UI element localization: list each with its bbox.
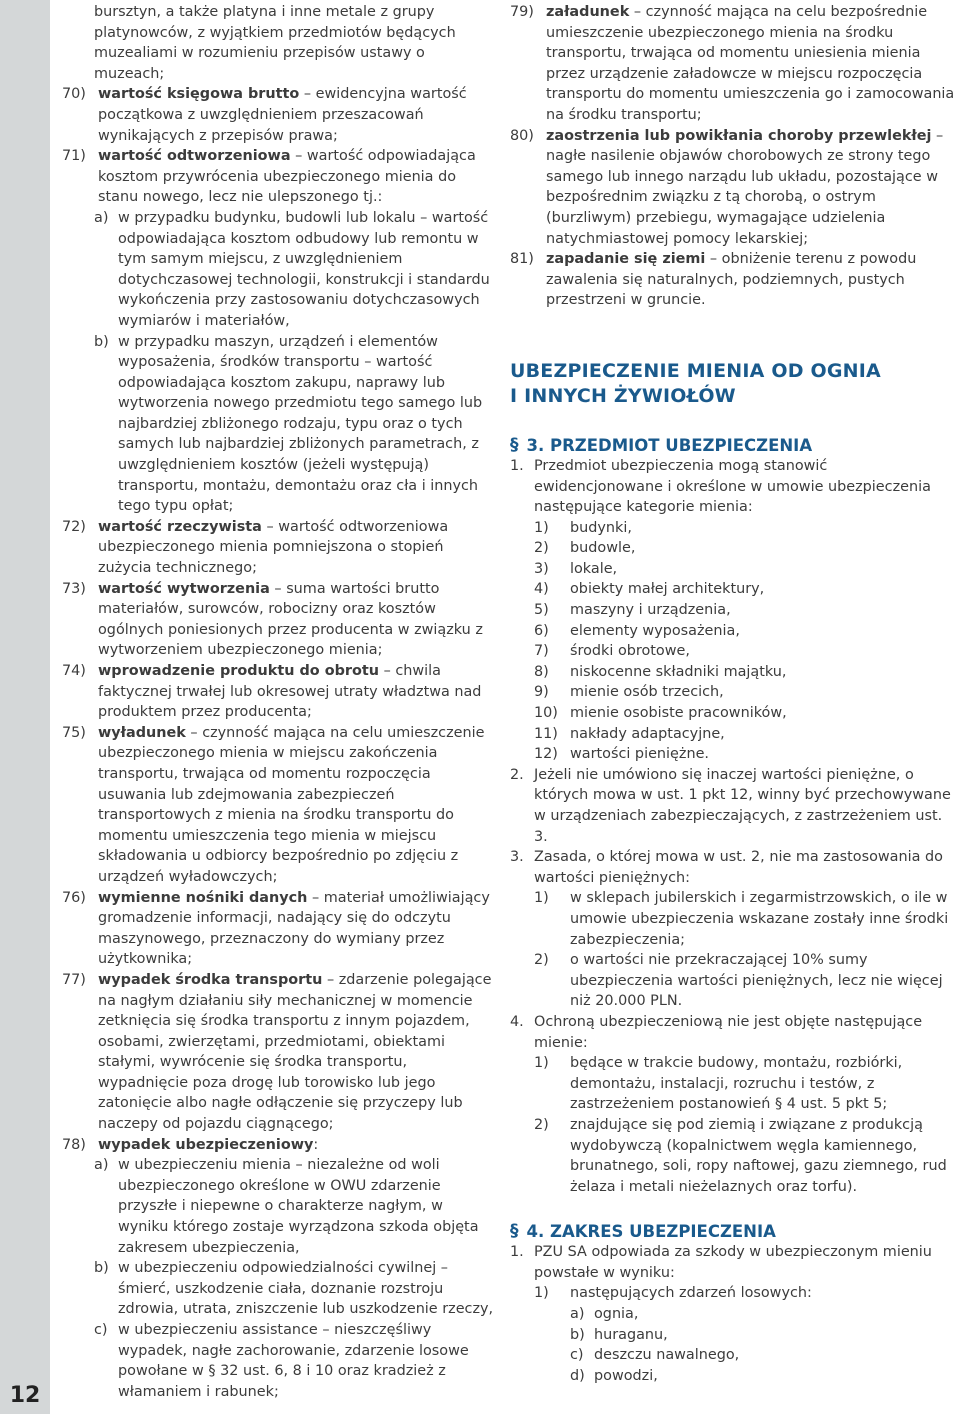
list-item: 2) o wartości nie przekraczającej 10% sumy ubezpieczenia wartości pieniężnych, lecz nie więcej niż 20.000 PLN.	[534, 952, 943, 1010]
definition-76: 76) wymienne nośniki danych – materiał umożliwiający gromadzenie informacji, nadający się do odczytu maszynowego, przeznaczony do wymiany przez użytkownika;	[62, 889, 490, 968]
definition-79: 79) załadunek – czynność mająca na celu bezpośrednie umieszczenie ubezpieczonego mienia na środku transportu, trwająca od momentu uniesienia mienia przez urządzenie załadowcze w miejscu rozpoczęcia transportu do momentu umieszczenia go i zamocowania na środku transportu;	[510, 4, 955, 123]
definition-77: 77) wypadek środka transportu – zdarzenie polegające na nagłym działaniu siły mechanicznej w momencie zetknięcia się środka transportu z innym pojazdem, osobami, zwierzętami, przedmiotami, obiektami stałymi, wywrócenie się środka transportu, wypadnięcie poza drogę lub torowisko lub jego zatonięcie albo nagłe odłączenie się przyczepy lub naczepy od pojazdu ciągnącego;	[62, 971, 492, 1133]
section-3-point-1: 1. Przedmiot ubezpieczenia mogą stanowić ewidencjonowane i określone w umowie ubezpieczenia następujące kategorie mienia:	[510, 457, 931, 516]
term: wartość księgowa brutto	[98, 86, 300, 103]
list-item: a) ognia,	[570, 1306, 639, 1323]
definition-74: 74) wprowadzenie produktu do obrotu – chwila faktycznej trwałej lub okresowej utraty władztwa nad produktem przez producenta;	[62, 663, 482, 721]
definition-73: 73) wartość wytworzenia – suma wartości brutto materiałów, surowców, robocizny oraz kosztów ogólnych poniesionych przez producenta w związku z wytworzeniem ubezpieczonego mienia;	[62, 580, 483, 659]
section-3-list-3	[534, 888, 955, 1012]
list-item: 7) środki obrotowe,	[534, 643, 690, 660]
section-3-point-2: 2. Jeżeli nie umówiono się inaczej wartości pieniężne, o których mowa w ust. 1 pkt 12, winny być przechowywane w urządzeniach zabezpieczających, z zastrzeżeniem ust. 3.	[510, 766, 951, 845]
list-item: 12) wartości pieniężne.	[534, 746, 709, 763]
definition-70: 70) wartość księgowa brutto – ewidencyjna wartość początkowa z uwzględnieniem przeszacowań wynikających z przepisów prawa;	[62, 86, 467, 144]
major-heading: UBEZPIECZENIE MIENIA OD OGNIA I INNYCH ŻYWIOŁÓW	[510, 359, 881, 407]
list-item: 2) znajdujące się pod ziemią i związane z produkcją wydobywczą (kopalnictwem węgla kamiennego, brunatnego, soli, ropy naftowej, gazu ziemnego, rud żelaza i metali nieżelaznych oraz torfu).	[534, 1116, 947, 1195]
section-3-heading: § 3. PRZEDMIOT UBEZPIECZENIA	[510, 434, 813, 455]
definition-81: 81) zapadanie się ziemi – obniżenie terenu z powodu zawalenia się naturalnych, podziemnych, pustych przestrzeni w gruncie.	[510, 251, 917, 309]
term: wartość rzeczywista	[98, 518, 262, 535]
section-4-sub-1	[534, 1283, 955, 1386]
page-number: 12	[9, 1383, 41, 1408]
list-item: 1) następujących zdarzeń losowych:	[534, 1285, 812, 1302]
list-item: b) huraganu,	[570, 1326, 668, 1343]
list-item: 11) nakłady adaptacyjne,	[534, 725, 725, 742]
list-item: 3) lokale,	[534, 560, 618, 577]
definition-75: 75) wyładunek – czynność mająca na celu umieszczenie ubezpieczonego mienia w miejscu zakończenia transportu, trwająca od momentu rozpoczęcia usuwania lub zdejmowania zabezpieczeń transportowych z mienia na środku transportu do momentu umieszczenia tego mienia w miejscu składowania u odbiorcy bezpośrednio po zdjęciu z urządzeń wyładowczych;	[62, 724, 485, 885]
definition-71-a: a) w przypadku budynku, budowli lub lokalu – wartość odpowiadająca kosztom odbudowy lub remontu w tym samym miejscu, z uwzględnieniem dotychczasowej technologii, konstrukcji i standardu wykończenia przy zastosowaniu dotychczasowych wymiarów i materiałów,	[94, 209, 490, 329]
page-sidebar	[0, 0, 50, 1414]
paragraph-sign-icon: §	[510, 434, 519, 455]
list-item: 10) mienie osobiste pracowników,	[534, 705, 787, 722]
term: załadunek	[546, 4, 630, 20]
list-item: 9) mienie osób trzecich,	[534, 684, 724, 701]
section-4-point-1: 1. PZU SA odpowiada za szkody w ubezpieczonym mieniu powstałe w wyniku:	[510, 1244, 932, 1281]
list-item: 5) maszyny i urządzenia,	[534, 602, 731, 619]
term: zaostrzenia lub powikłania choroby przewlekłej	[546, 127, 932, 144]
list-item: 4) obiekty małej architektury,	[534, 581, 765, 598]
left-column	[62, 2, 494, 1402]
section-3-point-4: 4. Ochroną ubezpieczeniową nie jest objęte następujące mienie:	[510, 1013, 923, 1051]
list-item: 1) budynki,	[534, 519, 632, 536]
definition-78-b: b) w ubezpieczeniu odpowiedzialności cywilnej – śmierć, uszkodzenie ciała, doznanie rozstroju zdrowia, utrata, zniszczenie lub uszkodzenie rzeczy,	[94, 1260, 494, 1318]
list-item: 1) będące w trakcie budowy, montażu, rozbiórki, demontażu, instalacji, rozruchu i testów, z zastrzeżeniem postanowień § 4 ust. 5 pkt 5;	[534, 1055, 903, 1113]
definition-78-c: c) w ubezpieczeniu assistance – nieszczęśliwy wypadek, nagłe zachorowanie, zdarzenie losowe powołane w § 32 ust. 6, 8 i 10 oraz kradzież z włamaniem i rabunek;	[94, 1322, 469, 1400]
list-item: 8) niskocenne składniki majątku,	[534, 663, 787, 680]
term: wartość wytworzenia	[98, 580, 270, 597]
definition-78-a: a) w ubezpieczeniu mienia – niezależne od woli ubezpieczonego określone w OWU zdarzenie przyszłe i niepewne o charakterze nagłym, w wyniku którego zostaje wyrządzona szkoda objęta zakresem ubezpieczenia,	[94, 1157, 479, 1256]
definition-71: 71) wartość odtworzeniowa – wartość odpowiadająca kosztom przywrócenia ubezpieczonego mienia do stanu nowego, lecz nie ulepszonego tj.:	[62, 148, 476, 206]
term: wyładunek	[98, 724, 186, 741]
section-4-heading: § 4. ZAKRES UBEZPIECZENIA	[510, 1221, 776, 1242]
list-item: 2) budowle,	[534, 540, 636, 557]
intro-continuation: bursztyn, a także platyna i inne metale z grupy platynowców, z wyjątkiem przedmiotów będących muzealiami w rozumieniu przepisów ustawy o muzeach;	[94, 4, 456, 82]
term: wymienne nośniki danych	[98, 889, 308, 906]
term: zapadanie się ziemi	[546, 251, 706, 268]
section-3-list-4	[534, 1053, 955, 1197]
right-column	[510, 2, 955, 1386]
definition-80: 80) zaostrzenia lub powikłania choroby przewlekłej – nagłe nasilenie objawów chorobowych ze strony tego samego lub innego narządu lub układu, pozostające w bezpośrednim związku z tą chorobą, o ostrym (burzliwym) przebiegu, wymagające udzielenia natychmiastowej pomocy lekarskiej;	[510, 127, 944, 247]
definition-71-b: b) w przypadku maszyn, urządzeń i elementów wyposażenia, środków transportu – wartość odpowiadająca kosztom zakupu, naprawy lub wytworzenia nowego przedmiotu tego samego lub najbardziej zbliżonego rodzaju, typu oraz o tych samych lub najbardziej zbliżonych parametrach, z uwzględnieniem kosztów (jeżeli występują) transportu, montażu, demontażu oraz cła i innych tego typu opłat;	[94, 333, 483, 515]
section-3-point-3: 3. Zasada, o której mowa w ust. 2, nie ma zastosowania do wartości pieniężnych:	[510, 849, 943, 886]
definition-72: 72) wartość rzeczywista – wartość odtworzeniowa ubezpieczonego mienia pomniejszona o stopień zużycia technicznego;	[62, 518, 449, 577]
definition-78: 78) wypadek ubezpieczeniowy:	[62, 1136, 319, 1153]
section-3-list-1	[534, 518, 955, 765]
term: wypadek ubezpieczeniowy	[98, 1136, 314, 1153]
list-item: 1) w sklepach jubilerskich i zegarmistrzowskich, o ile w umowie ubezpieczenia wskazane zostały inne środki zabezpieczenia;	[534, 890, 949, 948]
paragraph-sign-icon: §	[510, 1221, 519, 1242]
term: wypadek środka transportu	[98, 971, 323, 988]
term: wartość odtworzeniowa	[98, 148, 291, 165]
list-item: c) deszczu nawalnego,	[570, 1347, 740, 1364]
list-item: d) powodzi,	[570, 1367, 658, 1384]
list-item: 6) elementy wyposażenia,	[534, 622, 740, 639]
term: wprowadzenie produktu do obrotu	[98, 663, 379, 679]
section-4-letters	[570, 1304, 955, 1386]
